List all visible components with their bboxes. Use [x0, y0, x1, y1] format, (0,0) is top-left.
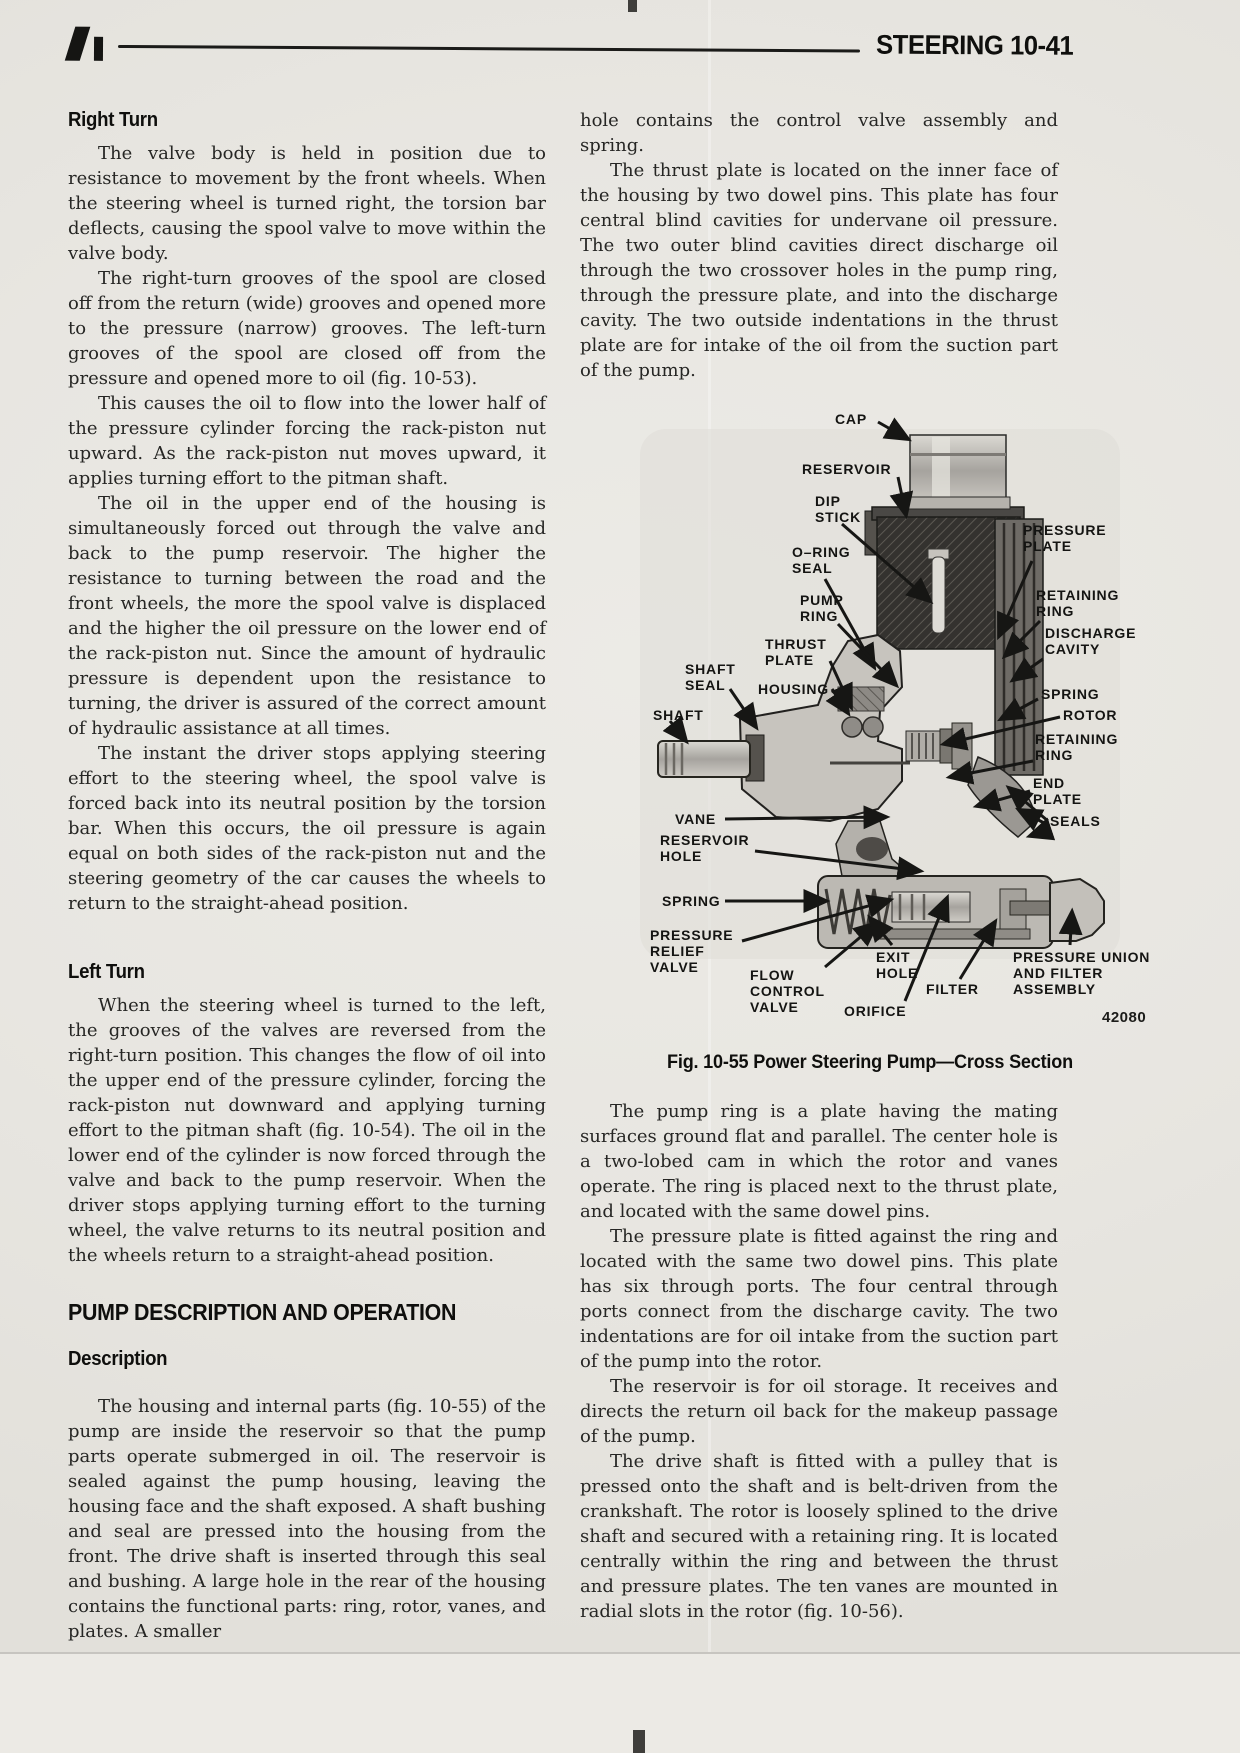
figure-label-dip-stick: DIP STICK	[815, 493, 861, 525]
paragraph: The oil in the upper end of the housing is simultaneously forced out through the valve and back to the pump reservoir. The higher the resistance to turning between the road and the front wheels, the more the spool valve is displaced and the higher the oil pressure on the lower end of the rack-piston nut. Since the amount of hydraulic pressure is dependent upon the resistance to turning, the driver is assured of the correct amount of hydraulic assistance at all times.	[68, 493, 546, 739]
figure-label-exit-hole: EXIT HOLE	[876, 949, 919, 981]
photo-number: 42080	[1102, 1009, 1147, 1026]
scan-bottom-strip	[0, 1654, 1240, 1753]
heading-pump-description: PUMP DESCRIPTION AND OPERATION	[68, 1299, 457, 1325]
paragraph: The drive shaft is fitted with a pulley that is pressed onto the shaft and is belt-driven from the crankshaft. The rotor is loosely splined to the drive shaft and secured with a retaining ring. It is located centrally within the ring and between the thrust and pressure plates. The ten vanes are mounted in radial slots in the rotor (fig. 10-56).	[580, 1451, 1058, 1622]
figure-label-pump-ring: PUMP RING	[800, 592, 844, 624]
figure-label-vane: VANE	[675, 811, 717, 827]
right-column	[580, 108, 1151, 1624]
figure-label-o-ring-seal: O–RING SEAL	[792, 544, 851, 576]
figure-label-filter: FILTER	[926, 981, 979, 997]
figure-label-discharge-cavity: DISCHARGE CAVITY	[1045, 625, 1137, 657]
figure-label-reservoir-hole: RESERVOIR HOLE	[660, 832, 750, 864]
page-title: STEERING 10-41	[875, 29, 1074, 61]
figure-label-orifice: ORIFICE	[844, 1003, 907, 1019]
figure-label-shaft: SHAFT	[653, 707, 704, 723]
figure-label-pressure-relief-valve: PRESSURE RELIEF VALVE	[650, 927, 734, 975]
paragraph: The pump ring is a plate having the mating surfaces ground flat and parallel. The center hole is a two-lobed cam in which the rotor and vanes operate. The ring is placed next to the thrust plate, and located with the same dowel pins.	[580, 1101, 1058, 1222]
heading-description: Description	[68, 1348, 168, 1370]
heading-left-turn: Left Turn	[68, 961, 145, 983]
figure-label-pressure-plate: PRESSURE PLATE	[1023, 522, 1107, 554]
header-rule	[118, 45, 860, 53]
paragraph: When the steering wheel is turned to the left, the grooves of the valves are reversed from the right-turn position. This changes the flow of oil into the upper end of the pressure cylinder, forcing the rack-piston nut downward and applying turning effort to the pitman shaft (fig. 10-54). The oil in the lower end of the cylinder is now forced through the valve and back to the pump reservoir. When the driver stops applying turning effort to the turning wheel, the valve returns to its neutral position and the wheels return to a straight-ahead position.	[68, 995, 546, 1266]
figure-label-flow-control-valve: FLOW CONTROL VALVE	[750, 967, 825, 1015]
paragraph: The pressure plate is fitted against the ring and located with the same two dowel pins. This plate has six through ports. The four central through ports connect from the discharge cavity. The two indentations are for oil intake from the suction part of the pump into the rotor.	[580, 1226, 1058, 1372]
paragraph: The thrust plate is located on the inner face of the housing by two dowel pins. This plate has four central blind cavities for undervane oil pressure. The two outer blind cavities direct discharge oil through the two crossover holes in the pump ring, through the pressure plate, and into the discharge cavity. The two outside indentations in the thrust plate are for intake of the oil from the suction part of the pump.	[580, 160, 1058, 381]
figure-label-end-plate: END PLATE	[1033, 775, 1082, 807]
paragraph: The valve body is held in position due to resistance to movement by the front wheels. When the steering wheel is turned right, the torsion bar deflects, causing the spool valve to move within the valve body.	[68, 143, 546, 264]
figure-label-thrust-plate: THRUST PLATE	[765, 636, 827, 668]
figure-10-55	[580, 389, 1170, 1034]
figure-label-housing: HOUSING	[758, 681, 829, 697]
scan-mark-top	[628, 0, 637, 12]
figure-label-reservoir: RESERVOIR	[802, 461, 892, 477]
figure-label-retaining-ring-upper: RETAINING RING	[1036, 587, 1120, 619]
figure-label-shaft-seal: SHAFT SEAL	[685, 661, 736, 693]
manual-logo-icon	[68, 27, 114, 63]
scan-mark-bottom	[633, 1730, 645, 1753]
figure-label-retaining-ring-lower: RETAINING RING	[1035, 731, 1119, 763]
paragraph: This causes the oil to flow into the lower half of the pressure cylinder forcing the rack-piston nut upward. As the rack-piston nut moves upward, it applies turning effort to the pitman shaft.	[68, 393, 546, 489]
figure-label-seals: SEALS	[1050, 813, 1101, 829]
paragraph: hole contains the control valve assembly and spring.	[580, 110, 1058, 156]
paragraph: The right-turn grooves of the spool are closed off from the return (wide) grooves and opened more to the pressure (narrow) grooves. The left-turn grooves of the spool are closed off from the pressure and opened more to oil (fig. 10-53).	[68, 268, 546, 389]
left-column	[68, 108, 546, 1644]
figure-label-rotor: ROTOR	[1063, 707, 1118, 723]
figure-label-cap: CAP	[835, 411, 867, 427]
figure-label-pressure-union: PRESSURE UNION AND FILTER ASSEMBLY	[1013, 949, 1151, 997]
heading-right-turn: Right Turn	[68, 109, 158, 131]
paragraph: The instant the driver stops applying steering effort to the steering wheel, the spool valve is forced back into its neutral position by the torsion bar. When this occurs, the oil pressure is again equal on both sides of the rack-piston nut and the steering geometry of the car causes the wheels to return to the straight-ahead position.	[68, 743, 546, 914]
page-header	[0, 22, 1240, 80]
figure-label-spring-right: SPRING	[1041, 686, 1100, 702]
paragraph: The reservoir is for oil storage. It receives and directs the return oil back for the makeup passage of the pump.	[580, 1376, 1058, 1447]
figure-caption: Fig. 10-55 Power Steering Pump—Cross Section	[667, 1052, 1073, 1073]
figure-label-spring-left: SPRING	[662, 893, 721, 909]
paragraph: The housing and internal parts (fig. 10-55) of the pump are inside the reservoir so that the pump parts operate submerged in oil. The reservoir is sealed against the pump housing, leaving the housing face and the shaft exposed. A shaft bushing and seal are pressed into the housing from the front. The drive shaft is inserted through this seal and bushing. A large hole in the rear of the housing contains the functional parts: ring, rotor, vanes, and plates. A smaller	[68, 1396, 546, 1642]
